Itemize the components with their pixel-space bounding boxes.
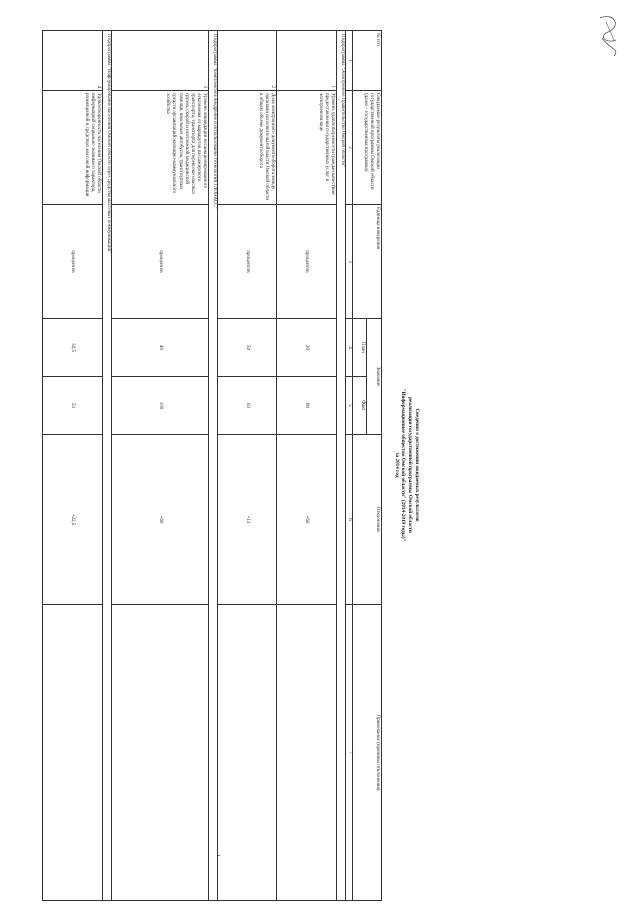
row-fact: 80 [276, 377, 336, 435]
subprogram-title: Подпрограмма "Информирование населения Омской области через средства массовых коммуникаций" [102, 31, 111, 901]
row-result: Уровень удовлетворенности граждан качеством предоставления государственных услуг в электронном виде [276, 91, 336, 205]
row-plan: 20 [276, 319, 336, 377]
header-row [367, 31, 382, 901]
title-line-2: реализации государственной программы Омской области [407, 397, 414, 533]
subprogram-title: Подпрограмма "Электронное Правительство Омской области" [336, 31, 345, 901]
title-line-3: "Информационное общество Омской области" (2014-2019 годы)" [400, 388, 407, 542]
table-row [217, 31, 276, 901]
page-speck [218, 855, 220, 856]
column-number: 6 [345, 435, 352, 605]
row-fact: 53 [42, 377, 102, 435]
row-note [276, 605, 336, 901]
header-unit: Единица измерения [353, 205, 382, 319]
row-plan: 40 [111, 319, 208, 377]
column-numbers-row [345, 31, 352, 901]
row-note [42, 605, 102, 901]
row-plan: 30,5 [42, 319, 102, 377]
table-row [276, 31, 336, 901]
row-num: 4 [42, 31, 102, 91]
row-plan: 50 [217, 319, 276, 377]
row-num: 1 [276, 31, 336, 91]
subprogram-row [102, 31, 111, 901]
column-number: 2 [345, 91, 352, 205]
row-note [111, 605, 208, 901]
row-deviation: +60 [276, 435, 336, 605]
column-number: 1 [345, 31, 352, 91]
column-number: 4 [345, 319, 352, 377]
row-result: Удовлетворенность населения Омской области информацией социально значимого характера, размещенной в средствах массовой информации [42, 91, 102, 205]
row-note [217, 605, 276, 901]
rotated-document [70, 30, 420, 900]
column-number: 7 [345, 605, 352, 901]
header-result: Ожидаемые результаты реализации государственной программы Омской области (далее - государственная программа) [353, 91, 382, 205]
title-line-1: Сведения о достижении ожидаемых результатов [414, 408, 420, 522]
header-value: Значение [367, 319, 382, 435]
row-deviation: +22,5 [42, 435, 102, 605]
column-number: 3 [345, 205, 352, 319]
header-num: № п/п [353, 31, 382, 91]
handwritten-mark [592, 10, 626, 60]
row-num: 3 [111, 31, 208, 91]
row-num: 2 [217, 31, 276, 91]
header-note: Примечание (причины отклонения) [353, 605, 382, 901]
row-deviation: +60 [111, 435, 208, 605]
row-unit: процентов [217, 205, 276, 319]
row-unit: процентов [42, 205, 102, 319]
row-result: Доля электронного документооборота между органами исполнительной власти Омской области в общем объеме документооборота [217, 91, 276, 205]
results-table [42, 30, 382, 901]
row-deviation: +13 [217, 435, 276, 605]
document-title [393, 30, 420, 900]
header-fact: Факт [353, 377, 368, 435]
row-unit: процентов [111, 205, 208, 319]
table-row [111, 31, 208, 901]
row-result: Уровень ликвидации несанкционированного отклонения от маршрутов пассажирского транспорта, транспорта для перевозки опасных грузов, скорой и неотложной медицинской помощи, школьных автобусов, транспортных средств организаций жилищно-коммунального хозяйства [111, 91, 208, 205]
table-row [42, 31, 102, 901]
subprogram-row [336, 31, 345, 901]
column-number: 5 [345, 377, 352, 435]
row-fact: 63 [217, 377, 276, 435]
header-plan: План [353, 319, 368, 377]
row-unit: процентов [276, 205, 336, 319]
header-deviation: Отклонение [353, 435, 382, 605]
title-line-4: за 2014 год [393, 452, 400, 478]
subprogram-row [208, 31, 217, 901]
subprogram-title: Подпрограмма "Комплексное внедрение и использование технологий ГЛОНАСС" [208, 31, 217, 901]
row-fact: 100 [111, 377, 208, 435]
